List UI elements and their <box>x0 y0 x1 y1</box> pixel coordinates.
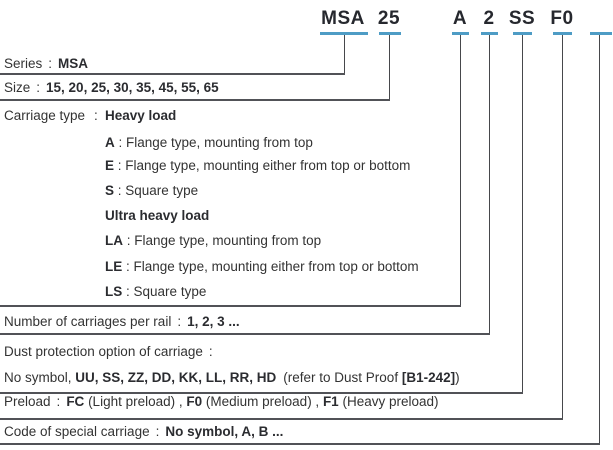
dust-codes-list: UU, SS, ZZ, DD, KK, LL, RR, HD <box>75 370 277 385</box>
carriage-option-ls-sep: : <box>122 284 134 299</box>
size-value: 15, 20, 25, 30, 35, 45, 55, 65 <box>46 80 219 95</box>
row-dust-protection <box>4 343 219 360</box>
code-underline-size <box>379 32 401 35</box>
connector-line-size <box>389 35 390 101</box>
rule-preload <box>0 418 563 420</box>
part-code-segment-series: MSA <box>321 8 365 29</box>
carriages-per-rail-colon: : <box>177 314 182 329</box>
special-carriage-value: No symbol, A, B ... <box>165 424 284 439</box>
carriage-option-la-sep: : <box>123 233 135 248</box>
row-size <box>4 79 219 96</box>
part-code-segment-carriage-type: A <box>452 8 468 29</box>
dust-protection-label: Dust protection option of carriage <box>4 344 203 359</box>
carriage-option-a-code: A <box>105 135 115 150</box>
carriage-ultra-header: Ultra heavy load <box>105 208 210 223</box>
connector-line-dust-option <box>522 35 523 394</box>
size-label: Size <box>4 80 31 95</box>
special-carriage-label: Code of special carriage <box>4 424 150 439</box>
carriage-option-la <box>105 232 321 249</box>
carriage-option-s-code: S <box>105 183 115 198</box>
carriage-option-a-desc: Flange type, mounting from top <box>126 135 313 150</box>
carriage-option-ls-code: LS <box>105 284 123 299</box>
series-value: MSA <box>58 56 89 71</box>
connector-line-preload <box>562 35 563 420</box>
carriage-option-a <box>105 134 313 151</box>
row-dust-codes <box>4 369 460 386</box>
special-carriage-colon: : <box>155 424 160 439</box>
carriage-option-s-desc: Square type <box>125 183 199 198</box>
carriage-option-e-sep: : <box>114 158 126 173</box>
series-label: Series <box>4 56 43 71</box>
rule-special-carriage <box>0 443 600 445</box>
preload-fc-desc: (Light preload) , <box>84 394 187 409</box>
row-carriage-type <box>4 107 604 124</box>
dust-codes-refer-suffix: ) <box>455 370 460 385</box>
rule-size <box>0 99 390 101</box>
preload-colon: : <box>56 394 61 409</box>
carriage-option-le <box>105 258 419 275</box>
row-preload <box>4 393 439 410</box>
carriage-type-label: Carriage type <box>4 108 86 123</box>
carriages-per-rail-value: 1, 2, 3 ... <box>187 314 240 329</box>
carriage-option-e-code: E <box>105 158 115 173</box>
part-code-segment-preload: F0 <box>550 8 574 29</box>
part-code-segment-carriage-count: 2 <box>483 8 495 29</box>
carriage-option-la-code: LA <box>105 233 123 248</box>
row-series <box>4 55 88 72</box>
dust-codes-refer-code: [B1-242] <box>401 370 456 385</box>
carriage-option-s <box>105 182 198 199</box>
preload-label: Preload <box>4 394 51 409</box>
code-underline-special-carriage <box>590 32 612 35</box>
carriage-option-e <box>105 157 410 174</box>
part-code-segment-size: 25 <box>377 8 401 29</box>
carriage-option-le-sep: : <box>122 259 134 274</box>
connector-line-special-carriage <box>599 35 600 445</box>
carriage-option-le-code: LE <box>105 259 123 274</box>
row-carriages-per-rail <box>4 313 240 330</box>
carriage-ultra-header-row <box>105 207 209 224</box>
carriage-option-a-sep: : <box>114 135 127 150</box>
connector-line-carriage-type <box>460 35 461 307</box>
dust-codes-prefix: No symbol, <box>4 370 76 385</box>
connector-line-carriage-count <box>489 35 490 335</box>
series-colon: : <box>48 56 53 71</box>
preload-f0-desc: (Medium preload) , <box>202 394 323 409</box>
rule-series <box>0 73 345 75</box>
carriage-option-e-desc: Flange type, mounting either from top or bottom <box>125 158 411 173</box>
preload-f1-code: F1 <box>322 394 339 409</box>
size-colon: : <box>36 80 41 95</box>
carriage-option-ls-desc: Square type <box>133 284 207 299</box>
preload-f1-desc: (Heavy preload) <box>338 394 439 409</box>
rule-carriage-type <box>0 305 461 307</box>
preload-f0-code: F0 <box>186 394 203 409</box>
preload-fc-code: FC <box>66 394 85 409</box>
dust-protection-colon: : <box>208 344 213 359</box>
carriage-heavy-header: Heavy load <box>105 108 177 123</box>
dust-codes-refer-prefix: (refer to Dust Proof <box>283 370 402 385</box>
carriage-type-colon: : <box>94 108 98 123</box>
part-code-segment-dust-option: SS <box>508 8 536 29</box>
connector-line-series <box>344 35 345 75</box>
carriage-option-s-sep: : <box>114 183 126 198</box>
carriages-per-rail-label: Number of carriages per rail <box>4 314 172 329</box>
carriage-option-la-desc: Flange type, mounting from top <box>134 233 322 248</box>
carriage-option-le-desc: Flange type, mounting either from top or bottom <box>133 259 419 274</box>
row-special-carriage <box>4 423 283 440</box>
carriage-option-ls <box>105 283 206 300</box>
rule-carriage-count <box>0 333 490 335</box>
